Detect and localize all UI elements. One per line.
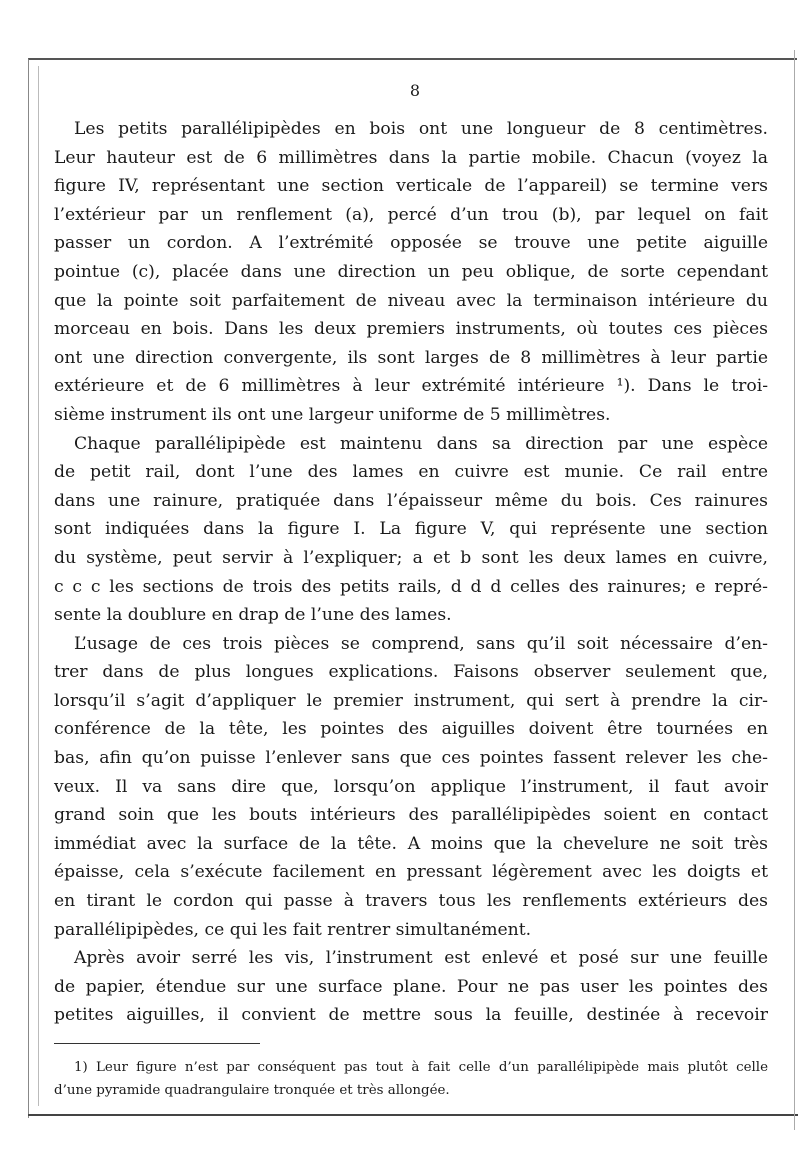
body-line: bas, afin qu’on puisse l’enlever sans que ces pointes fassent relever les che- [54, 748, 768, 769]
body-line: lorsqu’il s’agit d’appliquer le premier instrument, qui sert à prendre la cir- [54, 690, 768, 711]
body-line: Leur hauteur est de 6 millimètres dans la partie mobile. Chacun (voyez la [54, 147, 768, 168]
page-right-border [794, 50, 795, 1130]
body-line: que la pointe soit parfaitement de niveau avec la terminaison intérieure du [54, 290, 768, 311]
body-line: Après avoir serré les vis, l’instrument est enlevé et posé sur une feuille [74, 948, 768, 969]
body-line: Les petits parallélipipèdes en bois ont une longueur de 8 centimètres. [74, 119, 768, 139]
body-line: dans une rainure, pratiquée dans l’épaisseur même du bois. Ces rainures [54, 490, 768, 511]
body-line: Chaque parallélipipède est maintenu dans sa direction par une espèce [74, 433, 768, 454]
body-line: du système, peut servir à l’expliquer; a et b sont les deux lames en cuivre, [54, 547, 768, 568]
body-line: petites aiguilles, il convient de mettre sous la feuille, destinée à recevoir [54, 1005, 768, 1026]
body-line: c c c les sections de trois des petits rails, d d d celles des rainures; e repré- [54, 576, 768, 597]
body-line: épaisse, cela s’exécute facilement en pressant légèrement avec les doigts et [54, 862, 768, 883]
page-bottom-border [28, 1114, 798, 1116]
body-line: sont indiquées dans la figure I. La figure V, qui représente une section [54, 519, 768, 540]
body-line: l’extérieur par un renflement (a), percé d’un trou (b), par lequel on fait [54, 204, 768, 225]
footnote-divider [54, 1043, 260, 1044]
body-line: passer un cordon. A l’extrémité opposée se trouve une petite aiguille [54, 233, 768, 254]
body-line: L’usage de ces trois pièces se comprend, sans qu’il soit nécessaire d’en- [74, 633, 768, 654]
footnote [54, 1056, 768, 1102]
body-line: grand soin que les bouts intérieurs des parallélipipèdes soient en contact [54, 805, 768, 826]
body-line: morceau en bois. Dans les deux premiers instruments, où toutes ces pièces [54, 319, 768, 340]
page-left-margin-line [38, 66, 39, 1106]
body-line: veux. Il va sans dire que, lorsqu’on applique l’instrument, il faut avoir [54, 776, 768, 797]
body-line: en tirant le cordon qui passe à travers tous les renflements extérieurs des [54, 891, 768, 912]
body-line: figure IV, représentant une section verticale de l’appareil) se termine vers [54, 176, 768, 197]
body-line: conférence de la tête, les pointes des aiguilles doivent être tournées en [54, 719, 768, 740]
body-line: sième instrument ils ont une largeur uniforme de 5 millimètres. [54, 404, 611, 425]
body-line: immédiat avec la surface de la tête. A moins que la chevelure ne soit très [54, 833, 768, 854]
body-line: de petit rail, dont l’une des lames en cuivre est munie. Ce rail entre [54, 462, 768, 483]
body-text [54, 115, 768, 1030]
footnote-line: 1) Leur figure n’est par conséquent pas tout à fait celle d’un parallélipipède mais plutôt celle [74, 1060, 768, 1075]
body-line: ont une direction convergente, ils sont larges de 8 millimètres à leur partie [54, 347, 768, 368]
page-number: 8 [409, 81, 421, 100]
body-line: extérieure et de 6 millimètres à leur extrémité intérieure ¹). Dans le troi- [54, 376, 768, 397]
body-line: sente la doublure en drap de l’une des lames. [54, 605, 452, 626]
footnote-line: d’une pyramide quadrangulaire tronquée et très allongée. [54, 1083, 450, 1098]
body-line: parallélipipèdes, ce qui les fait rentrer simultanément. [54, 919, 532, 940]
body-line: de papier, étendue sur une surface plane. Pour ne pas user les pointes des [54, 976, 768, 997]
body-line: trer dans de plus longues explications. Faisons observer seulement que, [54, 662, 768, 683]
body-line: pointue (c), placée dans une direction un peu oblique, de sorte cependant [54, 261, 768, 282]
